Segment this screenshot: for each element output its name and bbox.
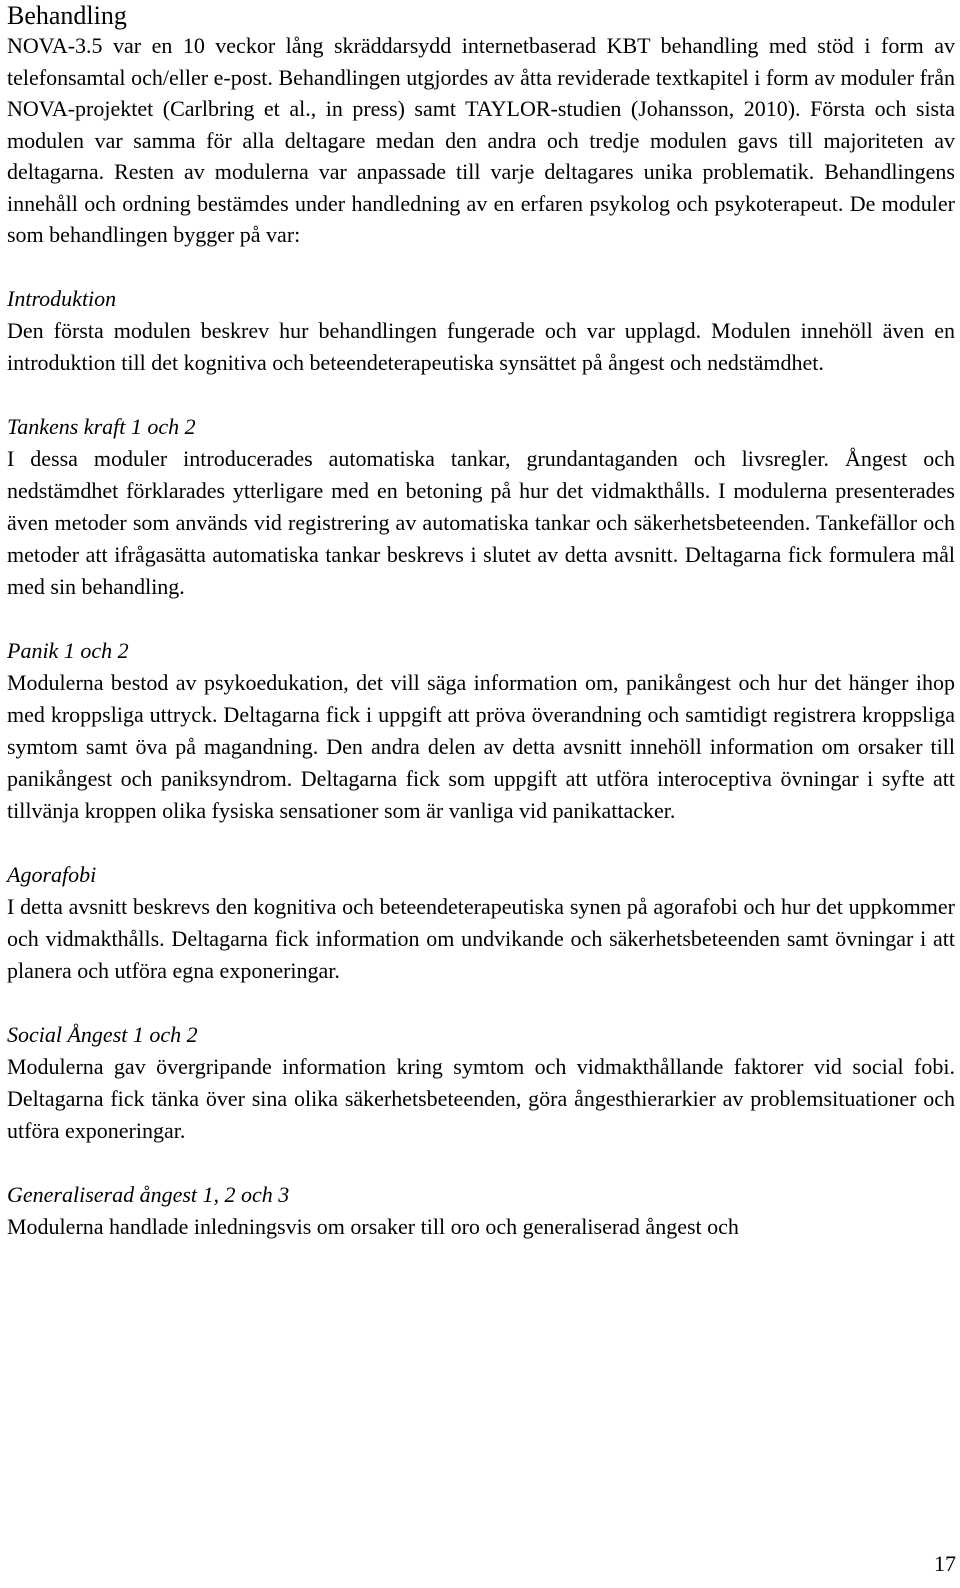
section-text: Den första modulen beskrev hur behandlingen fungerade och var upplagd. Modulen innehöll även en introduktion till det kognitiva och beteendeterapeutiska synsättet på ångest och nedstämdhet. bbox=[7, 317, 955, 375]
section-title: Panik 1 och 2 bbox=[7, 637, 129, 663]
section-title: Generaliserad ångest 1, 2 och 3 bbox=[7, 1181, 290, 1207]
section-spacer bbox=[7, 827, 955, 859]
section-generaliserad-angest bbox=[7, 1179, 955, 1243]
section-spacer bbox=[7, 1147, 955, 1179]
section-text: I detta avsnitt beskrevs den kognitiva och beteendeterapeutiska synen på agorafobi och hur det uppkommer och vidmakthålls. Deltagarna fick information om undvikande och säkerhetsbeteenden samt övningar i att planera och utföra egna exponeringar. bbox=[7, 893, 955, 983]
section-introduktion bbox=[7, 283, 955, 379]
page-title: Behandling bbox=[7, 1, 127, 30]
section-spacer bbox=[7, 987, 955, 1019]
section-social-angest bbox=[7, 1019, 955, 1147]
page-number: 17 bbox=[934, 1551, 956, 1576]
section-spacer bbox=[7, 603, 955, 635]
intro-paragraph: NOVA-3.5 var en 10 veckor lång skräddarsydd internetbaserad KBT behandling med stöd i form av telefonsamtal och/eller e-post. Behandlingen utgjordes av åtta reviderade textkapitel i form av moduler från NOVA-projektet (Carlbring et al., in press) samt TAYLOR-studien (Johansson, 2010). Första och sista modulen var samma för alla deltagare medan den andra och tredje modulen gavs till majoriteten av deltagarna. Resten av modulerna var anpassade till varje deltagares unika problematik. Behandlingens innehåll och ordning bestämdes under handledning av en erfaren psykolog och psykoterapeut. De moduler som behandlingen bygger på var: bbox=[7, 33, 955, 247]
section-text: Modulerna bestod av psykoedukation, det vill säga information om, panikångest och hur det hänger ihop med kroppsliga uttryck. Deltagarna fick i uppgift att pröva överandning och samtidigt registrera kroppsliga symtom samt öva på magandning. Den andra delen av detta avsnitt innehöll information om orsaker till panikångest och paniksyndrom. Deltagarna fick som uppgift att utföra interoceptiva övningar i syfte att tillvänja kroppen olika fysiska sensationer som är vanliga vid panikattacker. bbox=[7, 669, 955, 823]
section-spacer bbox=[7, 251, 955, 283]
section-tankens-kraft bbox=[7, 411, 955, 603]
section-spacer bbox=[7, 379, 955, 411]
section-text: Modulerna handlade inledningsvis om orsaker till oro och generaliserad ångest och bbox=[7, 1213, 739, 1239]
section-title: Introduktion bbox=[7, 285, 117, 311]
section-text: Modulerna gav övergripande information kring symtom och vidmakthållande faktorer vid social fobi. Deltagarna fick tänka över sina olika säkerhetsbeteenden, göra ångesthierarkier av problemsituationer och utföra exponeringar. bbox=[7, 1053, 955, 1143]
document-page bbox=[7, 0, 955, 1243]
section-title: Social Ångest 1 och 2 bbox=[7, 1021, 198, 1047]
section-title: Tankens kraft 1 och 2 bbox=[7, 413, 196, 439]
section-title: Agorafobi bbox=[7, 861, 97, 887]
section-agorafobi bbox=[7, 859, 955, 987]
section-panik bbox=[7, 635, 955, 827]
section-text: I dessa moduler introducerades automatiska tankar, grundantaganden och livsregler. Ångest och nedstämdhet förklarades ytterligare med en betoning på hur det vidmakthålls. I modulerna presenterades även metoder som används vid registrering av automatiska tankar och säkerhetsbeteenden. Tankefällor och metoder att ifrågasätta automatiska tankar beskrevs i slutet av detta avsnitt. Deltagarna fick formulera mål med sin behandling. bbox=[7, 445, 955, 599]
